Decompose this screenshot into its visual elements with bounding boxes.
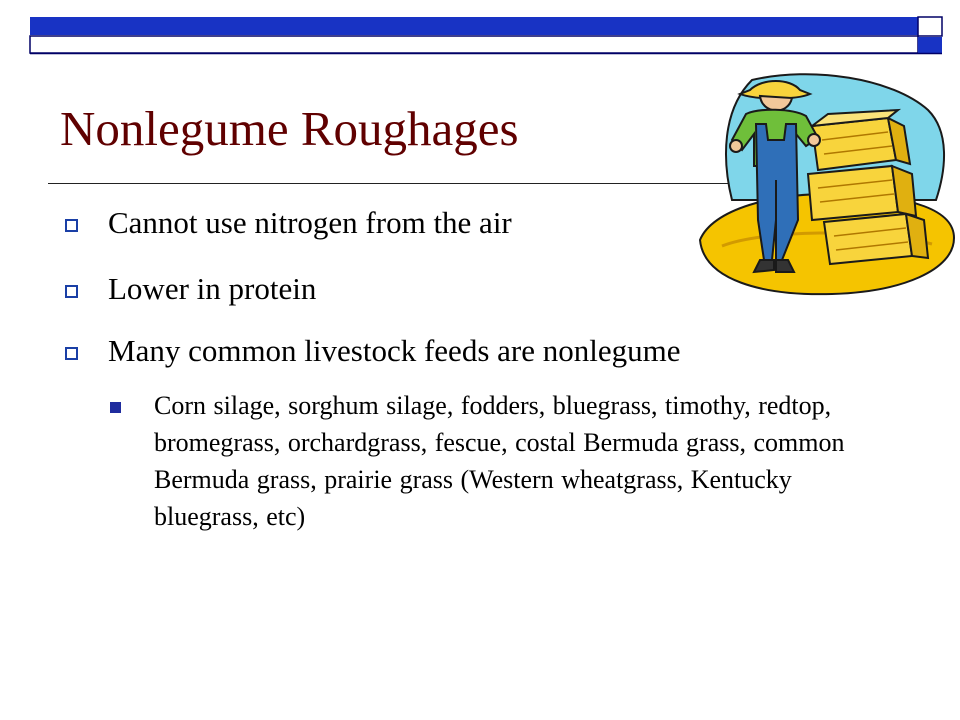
top-bar-corner-fill: [918, 37, 942, 53]
top-decorative-bar: [0, 0, 960, 62]
top-bar-lower-band: [30, 36, 918, 53]
top-bar-corner-box: [918, 17, 942, 36]
slide-title: Nonlegume Roughages: [60, 101, 519, 156]
hollow-square-bullet-icon: [65, 347, 78, 360]
hollow-square-bullet-icon: [65, 219, 78, 232]
hollow-square-bullet-icon: [65, 285, 78, 298]
bullet-text: Cannot use nitrogen from the air: [108, 205, 512, 240]
filled-square-bullet-icon: [110, 402, 121, 413]
top-bar-upper-band: [30, 17, 918, 35]
bullet-text: Many common livestock feeds are nonlegume: [108, 333, 681, 368]
sub-bullet-text: Corn silage, sorghum silage, fodders, bluegrass, timothy, redtop, bromegrass, orchardgrass, fescue, costal Bermuda grass, common Bermuda grass, prairie grass (Western wheatgrass, Kentucky bluegrass, etc): [154, 391, 845, 531]
bullet-text: Lower in protein: [108, 271, 317, 306]
farmer-with-hay-bales-icon: [692, 70, 958, 296]
